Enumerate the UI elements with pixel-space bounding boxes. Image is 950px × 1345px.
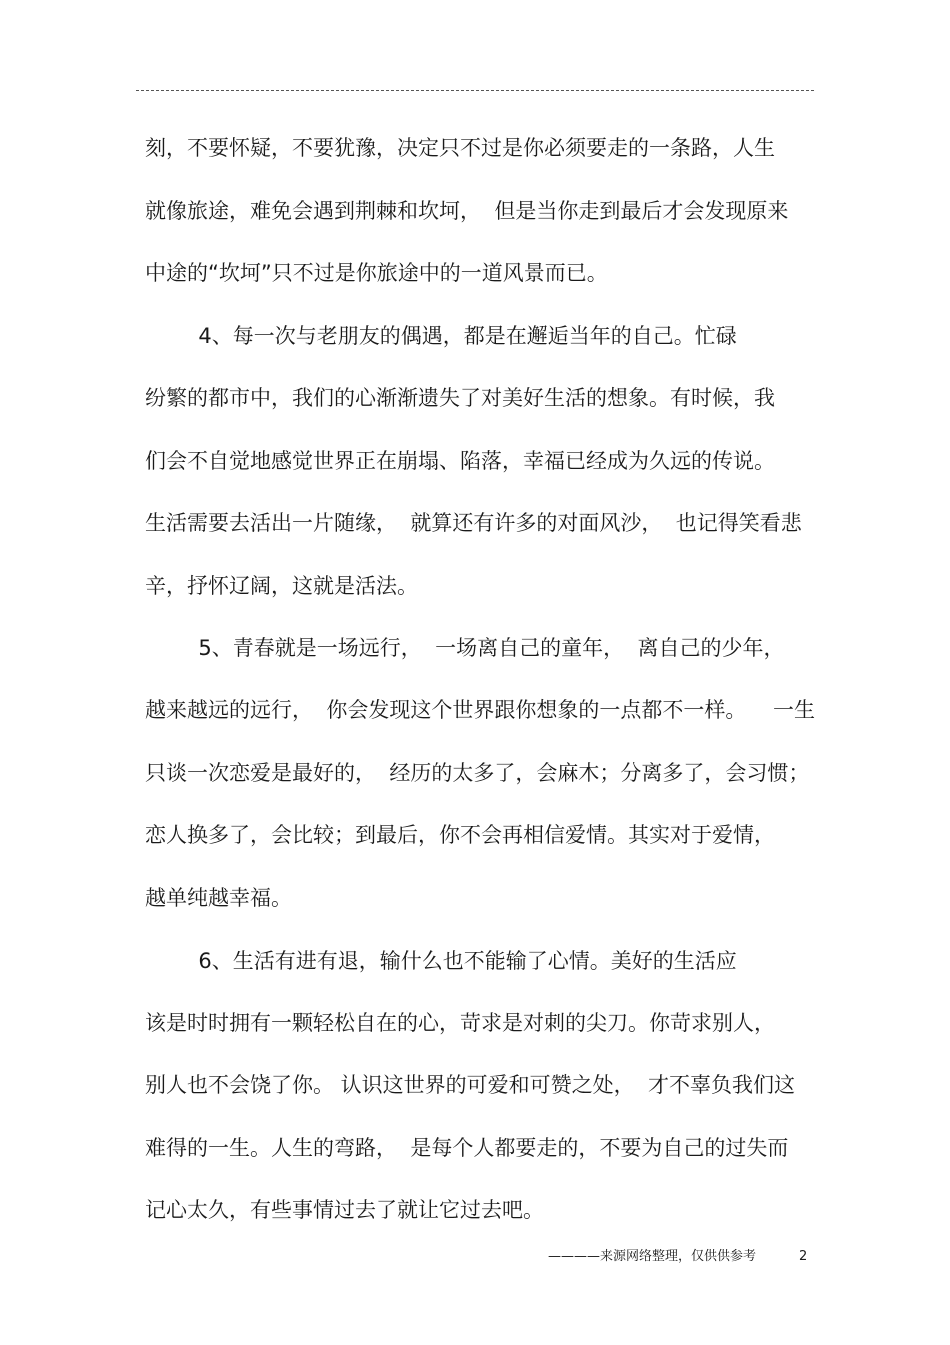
text-line: 5、青春就是一场远行， 一场离自己的童年， 离自己的少年， (145, 636, 785, 660)
text-line: 越单纯越幸福。 (145, 886, 292, 910)
text-line: 们会不自觉地感觉世界正在崩塌、陷落，幸福已经成为久远的传说。 (145, 449, 775, 473)
text-line: 辛，抒怀辽阔，这就是活法。 (145, 574, 418, 598)
text-line: 记心太久，有些事情过去了就让它过去吧。 (145, 1198, 544, 1222)
text-line: 纷繁的都市中，我们的心渐渐遗失了对美好生活的想象。有时候，我 (145, 386, 775, 410)
text-line: 越来越远的远行， 你会发现这个世界跟你想象的一点都不一样。 一生 (145, 698, 816, 722)
text-line: 只谈一次恋爱是最好的， 经历的太多了，会麻木；分离多了，会习惯； (145, 761, 810, 785)
text-line: 中途的“坎坷”只不过是你旅途中的一道风景而已。 (145, 261, 608, 285)
text-line: 别人也不会饶了你。 认识这世界的可爱和可赞之处， 才不辜负我们这 (145, 1073, 796, 1097)
text-line: 难得的一生。人生的弯路， 是每个人都要走的，不要为自己的过失而 (145, 1136, 789, 1160)
text-line: 6、生活有进有退，输什么也不能输了心情。美好的生活应 (145, 949, 737, 973)
text-line: 4、每一次与老朋友的偶遇，都是在邂逅当年的自己。忙碌 (145, 324, 737, 348)
text-line: 就像旅途，难免会遇到荆棘和坎坷， 但是当你走到最后才会发现原来 (145, 199, 789, 223)
text-line: 该是时时拥有一颗轻松自在的心，苛求是对刺的尖刀。你苛求别人， (145, 1011, 775, 1035)
footer-source-note: ————来源网络整理，仅供供参考 (548, 1249, 757, 1264)
header-dashed-rule (136, 90, 814, 91)
text-line: 恋人换多了，会比较；到最后，你不会再相信爱情。其实对于爱情， (145, 823, 775, 847)
text-line: 生活需要去活出一片随缘， 就算还有许多的对面风沙， 也记得笑看悲 (145, 511, 802, 535)
page-number: 2 (799, 1249, 808, 1264)
text-line: 刻，不要怀疑，不要犹豫，决定只不过是你必须要走的一条路，人生 (145, 136, 775, 160)
